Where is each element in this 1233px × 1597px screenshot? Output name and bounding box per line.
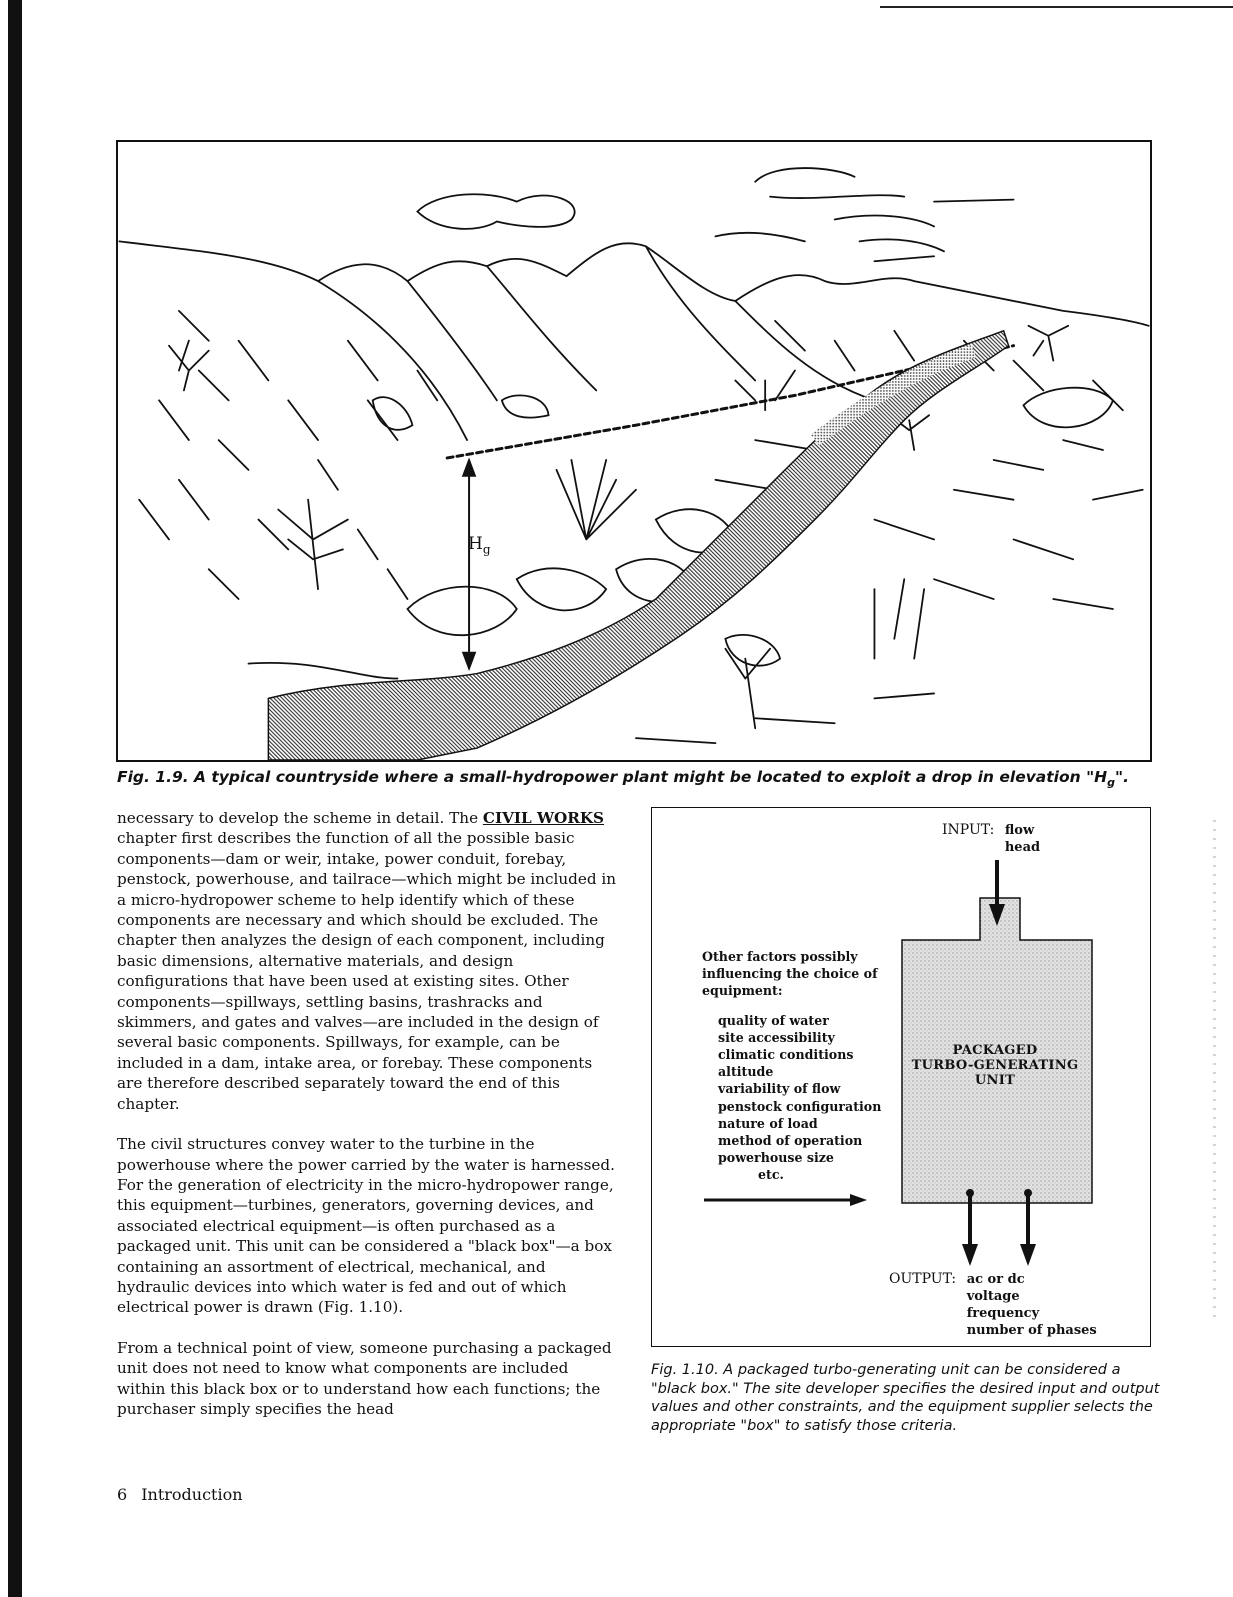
factor-item: method of operation	[718, 1133, 863, 1149]
factor-item: variability of flow	[718, 1081, 841, 1097]
figure-1-10-caption: Fig. 1.10. A packaged turbo-generating unit can be considered a "black box." The site developer specifies the desired input and output values and other constraints, and the equipment supplier selects the appropriate "box" to satisfy those criteria.	[651, 1362, 1160, 1434]
countryside-illustration	[118, 142, 1150, 760]
packaged-unit-label: PACKAGED TURBO-GENERATING UNIT	[911, 1043, 1079, 1088]
figure-countryside	[116, 140, 1152, 762]
output-item: frequency	[966, 1306, 1040, 1321]
output-block	[889, 1271, 1097, 1339]
factor-item: quality of water	[718, 1012, 829, 1028]
factor-item: altitude	[718, 1064, 774, 1080]
body-text-column	[117, 808, 617, 1439]
paragraph-purchaser: From a technical point of view, someone purchasing a packaged unit does not need to know what components are included within this black box or to understand how each functions; the purchaser simply specifies the head	[117, 1338, 612, 1418]
page-footer	[117, 1485, 243, 1504]
paragraph-civil-works: necessary to develop the scheme in detail. The CIVIL WORKS chapter first describes the function of all the possible basic components—dam or weir, intake, power conduit, forebay, penstock, powerhouse, and tailrace—which might be included in a micro-hydropower scheme to help identify which of these components are necessary and which should be excluded. The chapter then analyzes the design of each component, including basic dimensions, alternative materials, and design configurations that have been used at existing sites. Other components—spillways, settling basins, trashracks and skimmers, and gates and valves—are included in the design of several basic components. Spillways, for example, can be included in a dam, intake area, or forebay. These components are therefore described separately toward the end of this chapter.	[117, 809, 617, 1113]
figure-1-9-caption: Fig. 1.9. A typical countryside where a small-hydropower plant might be located to exploit a drop in elevation "$H_g$".	[117, 768, 1129, 790]
other-factors-block	[702, 948, 902, 1184]
civil-works-reference: CIVIL WORKS	[482, 809, 605, 827]
figure-black-box	[651, 807, 1151, 1347]
factors-list	[718, 1012, 902, 1184]
binding-edge	[8, 0, 22, 1597]
paragraph-black-box: The civil structures convey water to the turbine in the powerhouse where the power carried by the water is harnessed. For the generation of electricity in the micro-hydropower range, this equipment—turbines, generators, governing devices, and associated electrical equipment—is often purchased as a packaged unit. This unit can be considered a "black box"—a box containing an assortment of electrical, mechanical, and hydraulic devices into which water is fed and out of which electrical power is drawn (Fig. 1.10).	[117, 1135, 615, 1317]
page-number: 6	[117, 1485, 128, 1504]
top-rule	[880, 6, 1233, 8]
input-block	[942, 822, 1040, 856]
factor-item: site accessibility	[718, 1029, 835, 1045]
output-item: voltage	[966, 1289, 1020, 1304]
factor-item: climatic conditions	[718, 1047, 854, 1063]
head-symbol-label: $H_g$	[468, 534, 491, 557]
input-head: head	[1004, 840, 1041, 855]
factors-heading: Other factors possibly influencing the choice of equipment:	[702, 949, 878, 999]
output-label: OUTPUT:	[889, 1271, 957, 1287]
factor-item: nature of load	[718, 1115, 818, 1131]
section-name: Introduction	[141, 1485, 243, 1504]
output-item: ac or dc	[966, 1272, 1025, 1287]
factor-item: penstock configuration	[718, 1098, 882, 1114]
output-item: number of phases	[966, 1323, 1097, 1338]
scan-specks	[1213, 820, 1216, 1320]
factor-item: powerhouse size	[718, 1150, 834, 1166]
input-label: INPUT:	[942, 822, 995, 838]
factor-item: etc.	[758, 1167, 784, 1183]
input-flow: flow	[1004, 823, 1035, 838]
